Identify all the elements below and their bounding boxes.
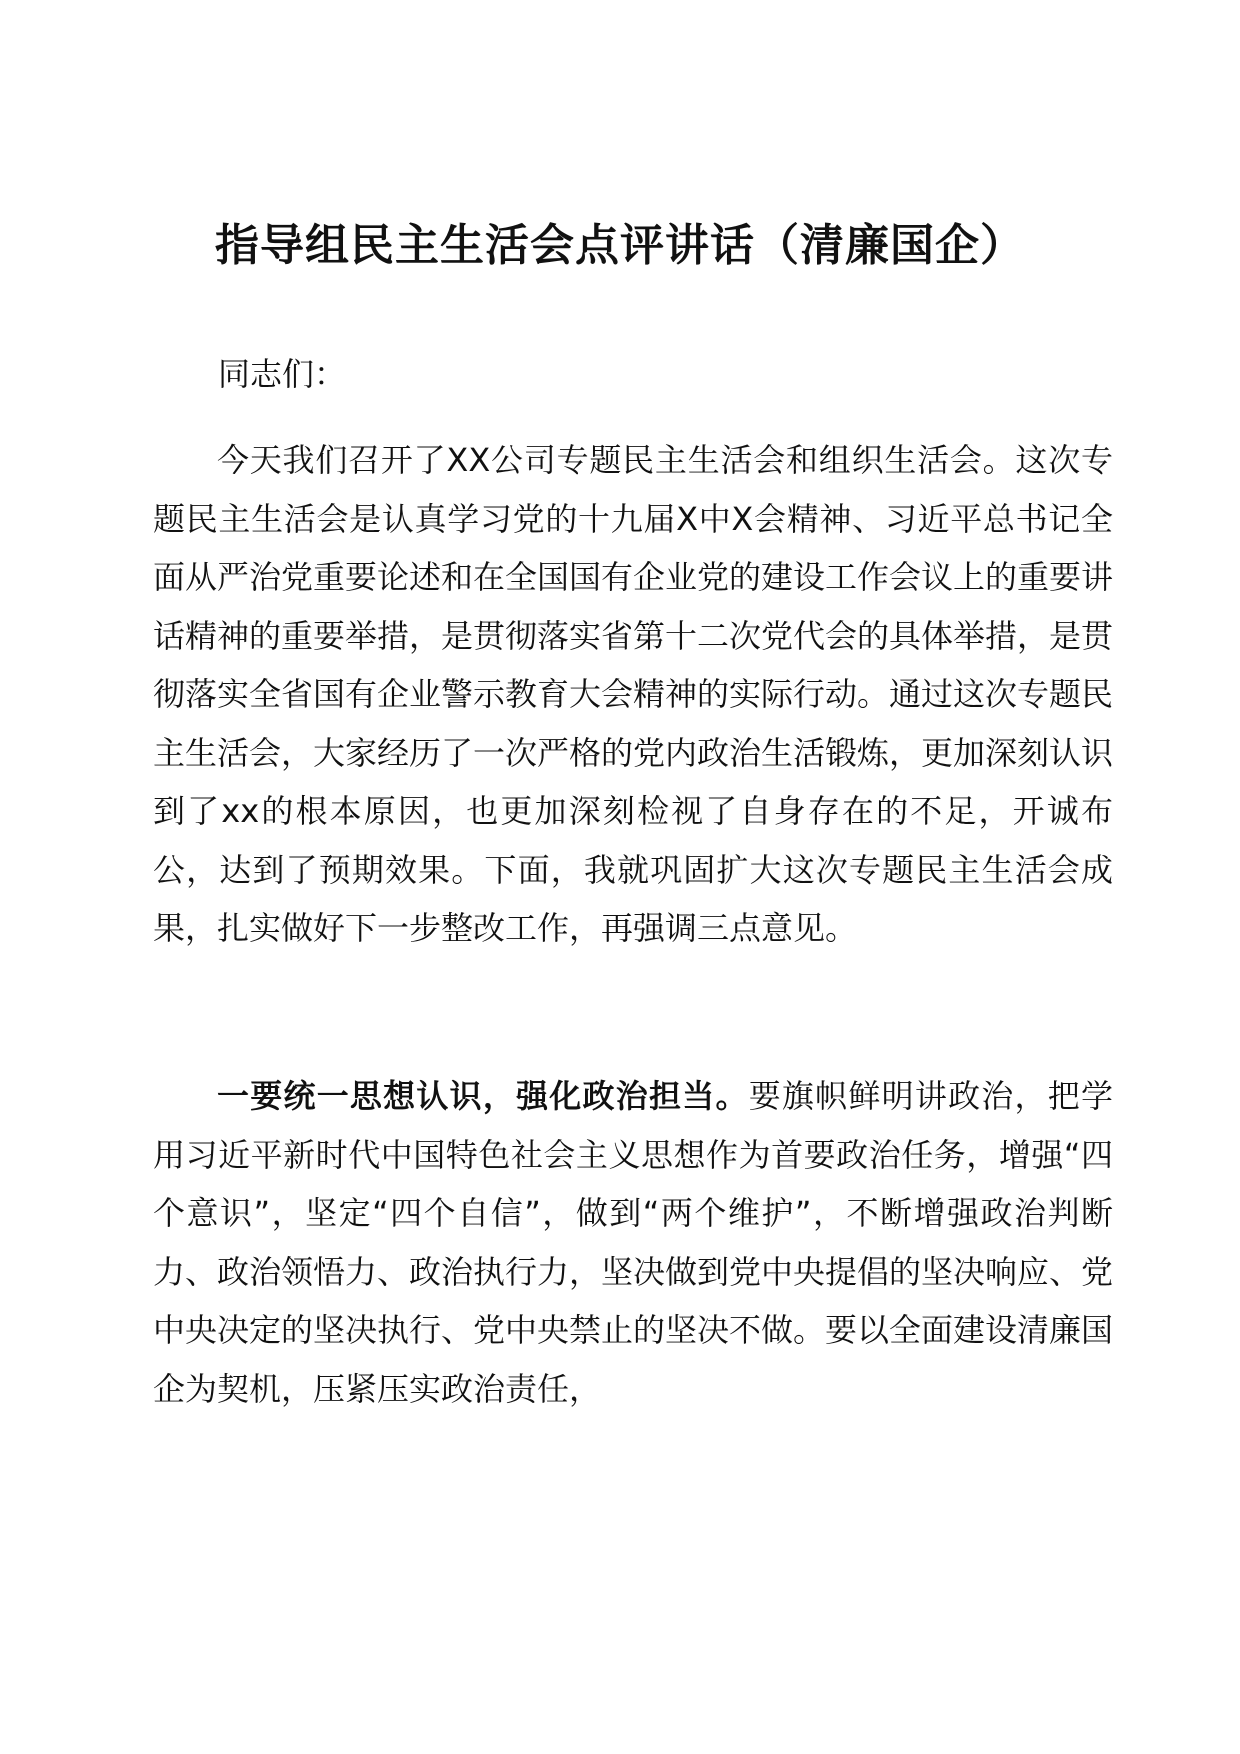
paragraph-intro <box>153 431 1113 958</box>
document-title: 指导组民主生活会点评讲话（清廉国企） <box>215 220 1025 271</box>
paragraph-text: 要旗帜鲜明讲政治，把学用习近平新时代中国特色社会主义思想作为首要政治任务，增强“四个意识”，坚定“四个自信”，做到“两个维护”，不断增强政治判断力、政治领悟力、政治执行力，坚决做到党中央提倡的坚决响应、党中央决定的坚决执行、党中央禁止的坚决不做。要以全面建设清廉国企为契机，压紧压实政治责任， <box>153 1077 1114 1408</box>
paragraph-lead-heading: 一要统一思想认识，强化政治担当。 <box>217 1077 749 1115</box>
paragraph-text: 今天我们召开了XX公司专题民主生活会和组织生活会。这次专题民主生活会是认真学习党的十九届X中X会精神、习近平总书记全面从严治党重要论述和在全国国有企业党的建设工作会议上的重要讲话精神的重要举措，是贯彻落实省第十二次党代会的具体举措，是贯彻落实全省国有企业警示教育大会精神的实际行动。通过这次专题民主生活会，大家经历了一次严格的党内政治生活锻炼，更加深刻认识到了xx的根本原因，也更加深刻检视了自身存在的不足，开诚布公，达到了预期效果。下面，我就巩固扩大这次专题民主生活会成果，扎实做好下一步整改工作，再强调三点意见。 <box>153 441 1114 947</box>
paragraph-point-one <box>153 1067 1113 1418</box>
greeting: 同志们： <box>218 355 347 393</box>
